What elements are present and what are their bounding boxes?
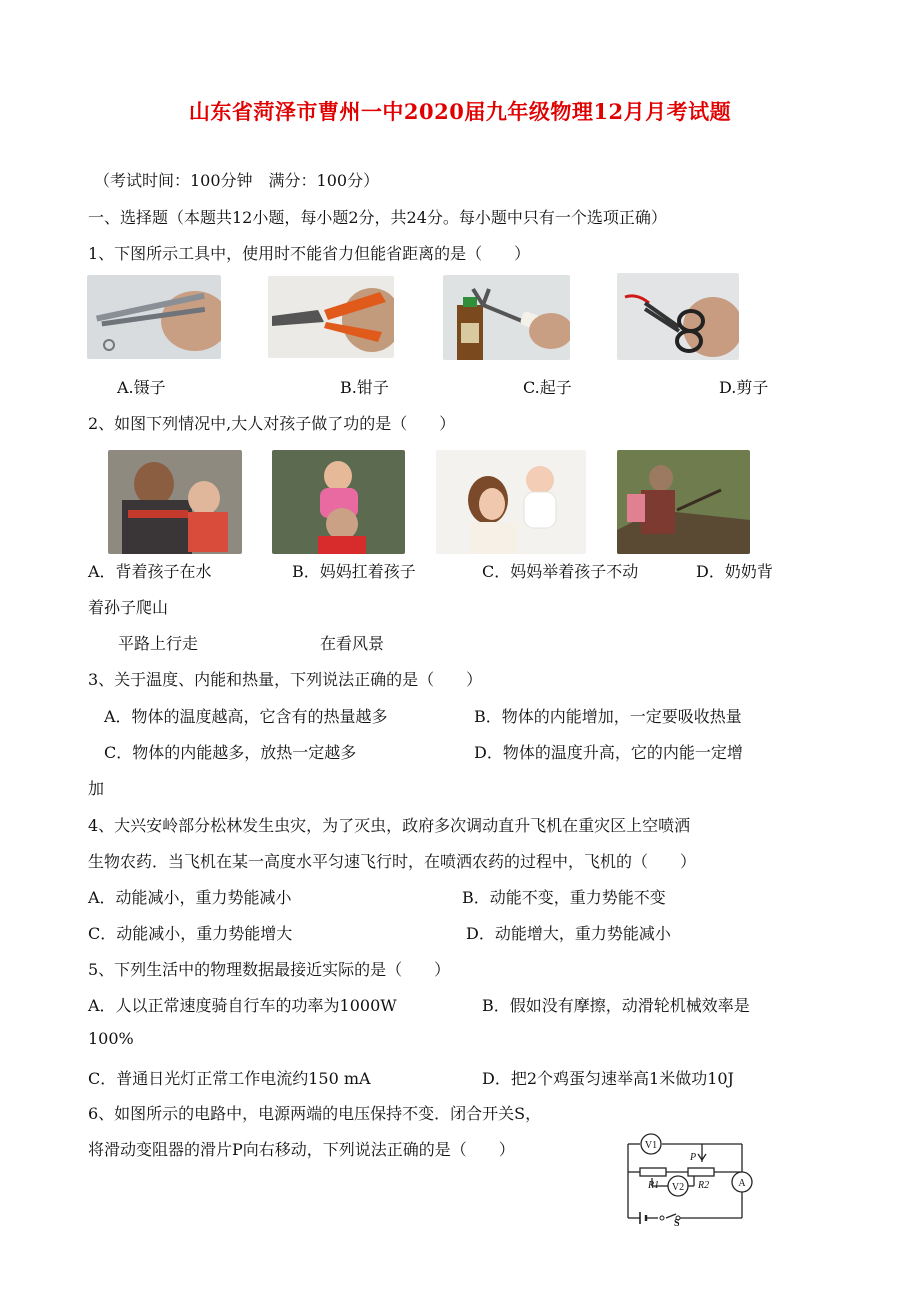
question-5-stem: 5、下列生活中的物理数据最接近实际的是（ ） [88,960,451,979]
bottle-opener-photo [443,275,570,360]
q2-option-a: A．背着孩子在水 [88,562,212,581]
question-3-stem: 3、关于温度、内能和热量，下列说法正确的是（ ） [88,670,483,689]
scissors-photo [617,273,739,360]
page-title: 山东省菏泽市曹州一中2020届九年级物理12月月考试题 [188,99,732,124]
exam-info: （考试时间：100分钟 满分：100分） [94,171,380,190]
q2-option-d-continued: 着孙子爬山 [88,598,169,617]
q5-option-c: C．普通日光灯正常工作电流约150 mA [88,1069,371,1088]
q5-option-b: B．假如没有摩擦，动滑轮机械效率是 [482,996,750,1015]
q2-option-d: D．奶奶背 [696,562,773,581]
question-4-stem-line1: 4、大兴安岭部分松林发生虫灾，为了灭虫，政府多次调动直升飞机在重灾区上空喷洒 [88,816,691,835]
q4-option-c: C．动能减小，重力势能增大 [88,924,293,943]
q2-option-a-continued: 平路上行走 [118,634,199,653]
v1-label: V1 [644,1140,658,1151]
ammeter-label: A [738,1178,746,1189]
q3-option-a: A．物体的温度越高，它含有的热量越多 [104,707,388,726]
tweezers-photo [87,275,221,359]
question-2-stem: 2、如图下列情况中,大人对孩子做了功的是（ ） [88,414,456,433]
q3-option-c: C．物体的内能越多，放热一定越多 [104,743,357,762]
section-heading: 一、选择题（本题共12小题，每小题2分，共24分。每小题中只有一个选项正确） [88,208,667,227]
switch-s-label: S [674,1218,680,1226]
resistor-r1-icon [640,1168,666,1176]
q5-option-d: D．把2个鸡蛋匀速举高1米做功10J [482,1069,734,1088]
q5-option-b-continued: 100% [88,1029,134,1048]
q4-option-a: A．动能减小，重力势能减小 [88,888,292,907]
switch-icon [660,1216,664,1220]
r2-label: R2 [698,1180,710,1191]
v2-label: V2 [671,1182,685,1193]
q4-option-b: B．动能不变，重力势能不变 [462,888,666,907]
circuit-diagram [618,1130,762,1226]
q3-option-d-continued: 加 [88,779,105,798]
slider-p-label: P [690,1152,697,1163]
q1-option-b: B.钳子 [340,378,389,397]
q1-option-d: D.剪子 [719,378,769,397]
q3-option-d: D．物体的温度升高，它的内能一定增 [474,743,743,762]
rheostat-r2-icon [688,1168,714,1176]
q2-option-b-continued: 在看风景 [320,634,385,653]
q5-option-a: A．人以正常速度骑自行车的功率为1000W [88,996,397,1015]
question-6-stem-line1: 6、如图所示的电路中，电源两端的电压保持不变．闭合开关S， [88,1104,542,1123]
q2-option-c: C．妈妈举着孩子不动 [482,562,639,581]
grandmother-climbing-mountain-photo [617,450,750,554]
q2-option-b: B．妈妈扛着孩子 [292,562,416,581]
q4-option-d: D．动能增大，重力势能减小 [466,924,671,943]
mother-shouldering-child-photo [272,450,405,554]
mother-lifting-child-photo [436,450,586,554]
question-4-stem-line2: 生物农药．当飞机在某一高度水平匀速飞行时，在喷洒农药的过程中，飞机的（ ） [88,852,697,871]
grandmother-carrying-child-photo [108,450,242,554]
question-1-stem: 1、下图所示工具中，使用时不能省力但能省距离的是（ ） [88,244,531,263]
r1-label: R1 [648,1180,660,1191]
question-6-stem-line2: 将滑动变阻器的滑片P向右移动，下列说法正确的是（ ） [88,1140,515,1159]
q1-option-c: C.起子 [523,378,572,397]
q1-option-a: A.镊子 [117,378,166,397]
pliers-photo [268,276,394,358]
q3-option-b: B．物体的内能增加，一定要吸收热量 [474,707,742,726]
